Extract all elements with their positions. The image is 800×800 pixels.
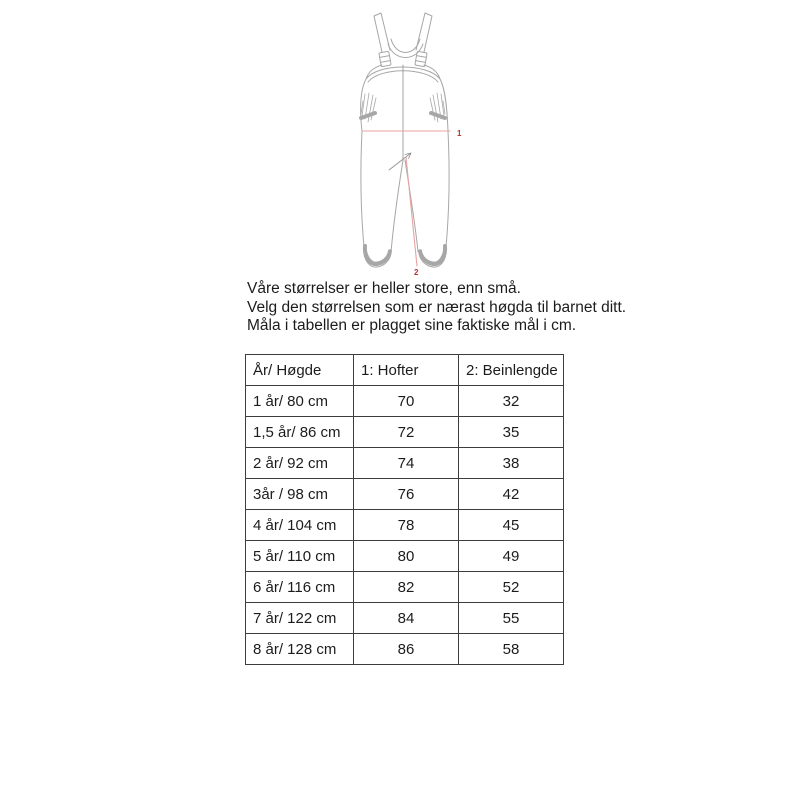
col-header-leg-length: 2: Beinlengde	[459, 355, 564, 386]
hips-value: 82	[354, 572, 459, 603]
table-row	[246, 510, 564, 541]
left-leg-inner	[391, 160, 403, 252]
intro-line-2: Velg den størrelsen som er nærast høgda til barnet ditt.	[247, 298, 627, 316]
size-label: 6 år/ 116 cm	[246, 572, 354, 603]
leg-length-value: 42	[459, 479, 564, 510]
left-leg-outer	[361, 131, 364, 247]
left-pocket-ticks	[361, 113, 375, 118]
hips-value: 76	[354, 479, 459, 510]
col-header-age-height: År/ Høgde	[246, 355, 354, 386]
left-strap	[374, 13, 390, 52]
leg-length-value: 35	[459, 417, 564, 448]
measure-label-2: 2	[414, 268, 419, 277]
intro-line-3: Måla i tabellen er plagget sine faktiske mål i cm.	[247, 317, 577, 335]
right-cuff-gathers	[420, 246, 445, 264]
hips-value: 80	[354, 541, 459, 572]
hips-value: 72	[354, 417, 459, 448]
overalls-outline	[361, 13, 449, 267]
table-row	[246, 634, 564, 665]
leg-length-value: 58	[459, 634, 564, 665]
right-leg-outer	[446, 131, 449, 247]
table-row	[246, 603, 564, 634]
size-label: 8 år/ 128 cm	[246, 634, 354, 665]
table-row	[246, 417, 564, 448]
size-label: 4 år/ 104 cm	[246, 510, 354, 541]
size-label: 7 år/ 122 cm	[246, 603, 354, 634]
right-strap	[416, 13, 432, 52]
leg-length-value: 55	[459, 603, 564, 634]
hips-value: 78	[354, 510, 459, 541]
intro-line-1: Våre størrelser er heller store, enn små.	[247, 280, 521, 297]
table-row	[246, 572, 564, 603]
right-leg-inner	[405, 160, 418, 252]
size-label: 2 år/ 92 cm	[246, 448, 354, 479]
intro-text	[247, 280, 626, 336]
hips-value: 86	[354, 634, 459, 665]
table-row	[246, 541, 564, 572]
col-header-hips: 1: Hofter	[354, 355, 459, 386]
size-label: 1 år/ 80 cm	[246, 386, 354, 417]
table-row	[246, 386, 564, 417]
leg-length-value: 52	[459, 572, 564, 603]
size-label: 5 år/ 110 cm	[246, 541, 354, 572]
leg-length-value: 32	[459, 386, 564, 417]
hips-value: 70	[354, 386, 459, 417]
size-label: 3år / 98 cm	[246, 479, 354, 510]
right-pocket-ticks	[431, 113, 445, 118]
leg-length-value: 45	[459, 510, 564, 541]
left-buckle	[379, 51, 391, 67]
measurement-lines	[362, 131, 450, 266]
leg-measure-line	[406, 157, 417, 266]
table-row	[246, 479, 564, 510]
crotch-arrow	[389, 153, 411, 170]
left-cuff-gathers	[365, 246, 390, 264]
leg-length-value: 49	[459, 541, 564, 572]
size-label: 1,5 år/ 86 cm	[246, 417, 354, 448]
overalls-diagram	[318, 2, 488, 282]
hips-value: 84	[354, 603, 459, 634]
measure-label-1: 1	[457, 129, 462, 138]
table-header-row	[246, 355, 564, 386]
right-buckle	[415, 51, 427, 67]
overalls-details	[389, 65, 411, 170]
table-row	[246, 448, 564, 479]
leg-length-value: 38	[459, 448, 564, 479]
hips-value: 74	[354, 448, 459, 479]
size-table	[245, 354, 564, 665]
